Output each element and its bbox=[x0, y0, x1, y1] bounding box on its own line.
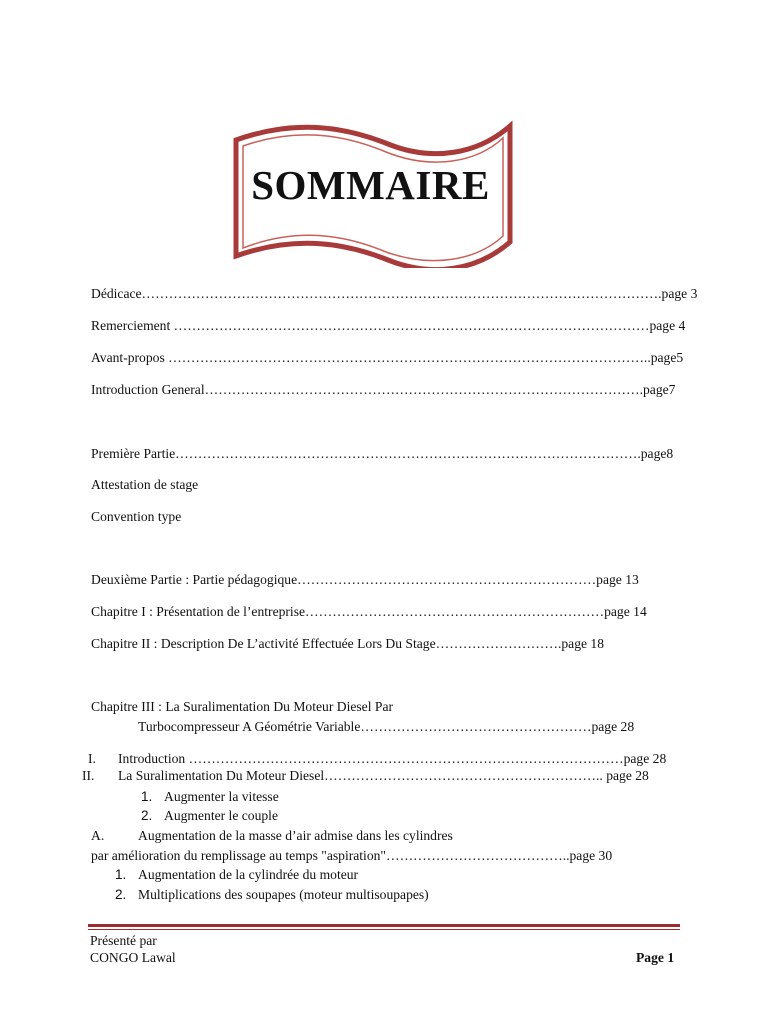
toc-entry-suralimentation: La Suralimentation Du Moteur Diesel…………………………………………………….. page 28 bbox=[118, 768, 649, 783]
toc-subitem-cylindree: Augmentation de la cylindrée du moteur bbox=[138, 867, 359, 882]
toc-entry-avant-propos: Avant-propos ……………………………………………………………………………………………..page5 bbox=[91, 350, 684, 365]
toc-entry-deuxieme-partie: Deuxième Partie : Partie pédagogique…………………………………………………………page 13 bbox=[91, 572, 639, 587]
toc-entry-chapitre-1: Chapitre I : Présentation de l’entreprise…………………………………………………………page 14 bbox=[91, 604, 647, 619]
toc-entry-premiere-partie: Première Partie………………………………………………………………………………………….page8 bbox=[91, 446, 674, 461]
toc-subitem-soupapes: Multiplications des soupapes (moteur multisoupapes) bbox=[138, 887, 429, 902]
toc-entry-chapitre-3: Chapitre III : La Suralimentation Du Moteur Diesel Par bbox=[91, 699, 394, 714]
footer-rule-thin bbox=[88, 929, 680, 930]
toc-entry-introduction-3: Introduction ……………………………………………………………………………………page 28 bbox=[118, 751, 667, 766]
list-marker: II. bbox=[82, 768, 95, 783]
footer-rule bbox=[88, 924, 680, 927]
toc-entry-attestation: Attestation de stage bbox=[91, 477, 199, 492]
toc-subitem-vitesse: Augmenter la vitesse bbox=[164, 789, 279, 804]
toc-entry-remerciement: Remerciement ……………………………………………………………………………………………page 4 bbox=[91, 318, 686, 333]
toc-entry-remplissage: par amélioration du remplissage au temps "aspiration"…………………………………..page 30 bbox=[91, 848, 613, 863]
list-marker: 1. bbox=[141, 789, 153, 804]
list-marker: 2. bbox=[141, 808, 153, 823]
toc-entry-convention: Convention type bbox=[91, 509, 182, 524]
list-marker: 1. bbox=[115, 867, 127, 882]
toc-entry-introduction: Introduction General…………………………………………………………………………………….page7 bbox=[91, 382, 676, 397]
list-marker: I. bbox=[88, 751, 96, 766]
toc-entry-dedicace: Dédicace…………………………………………………………………………………………………….page 3 bbox=[91, 286, 698, 301]
toc-entry-chapitre-2: Chapitre II : Description De L’activité Effectuée Lors Du Stage……………………….page 18 bbox=[91, 636, 605, 651]
list-marker: 2. bbox=[115, 887, 127, 902]
footer-author: CONGO Lawal bbox=[90, 950, 176, 965]
toc-entry-chapitre-3-cont: Turbocompresseur A Géométrie Variable……………………………………………page 28 bbox=[138, 719, 635, 734]
page-title: SOMMAIRE bbox=[251, 162, 490, 208]
footer-presented-by: Présenté par bbox=[90, 933, 157, 948]
footer-page-number: Page 1 bbox=[636, 950, 675, 965]
list-marker: A. bbox=[91, 828, 105, 843]
toc-entry-masse-air: Augmentation de la masse d’air admise dans les cylindres bbox=[138, 828, 453, 843]
toc-subitem-couple: Augmenter le couple bbox=[164, 808, 278, 823]
